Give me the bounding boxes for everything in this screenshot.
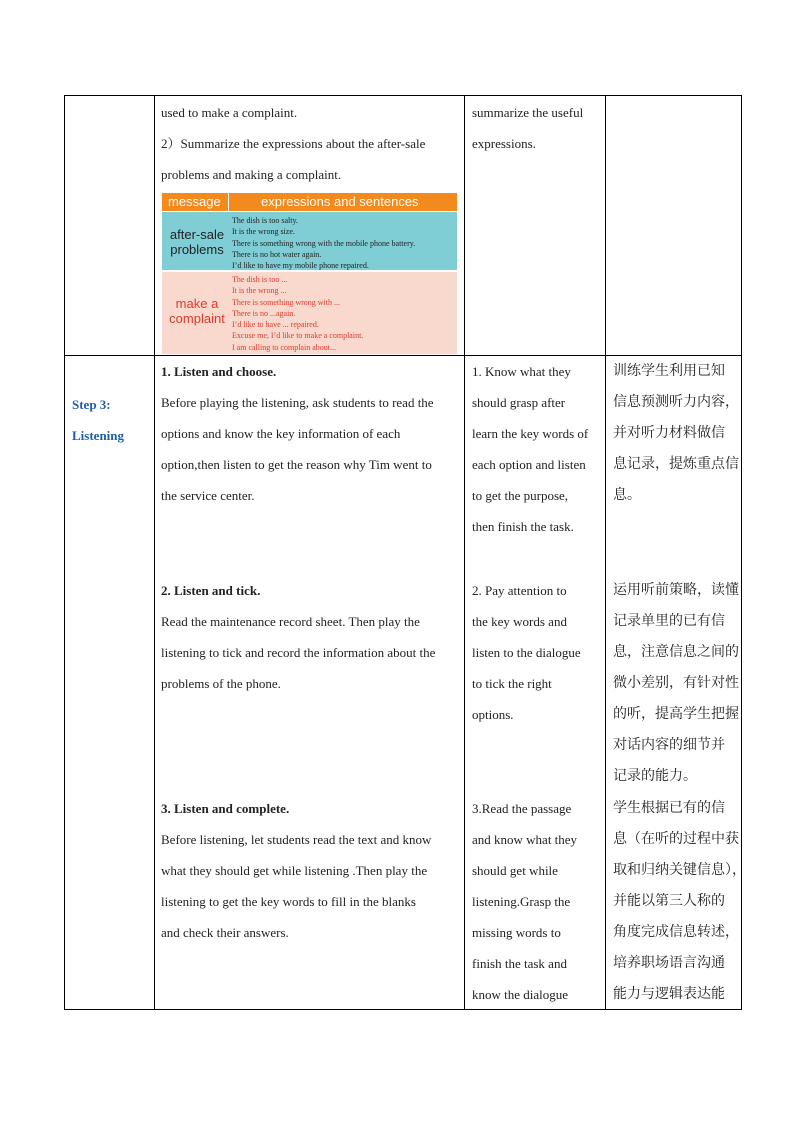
student-line: and know what they [472,832,578,847]
task-line: problems of the phone. [161,676,281,691]
task-2-teacher [161,575,435,699]
purpose-line: 记录的能力。 [613,768,697,784]
task-line: Before listening, let students read the text and know [161,832,432,847]
sentence: There is no ...again. [232,308,296,318]
step-label: Listening [72,428,125,443]
task-line: Before playing the listening, ask students to read the [161,395,434,410]
purpose-line: 培养职场语言沟通 [613,955,725,971]
task-1-student [472,356,588,542]
student-line: each option and listen [472,457,586,472]
task-line: the service center. [161,488,255,503]
sentence: I am calling to complain about... [232,342,336,352]
after-sale-label-line: problems [170,242,224,257]
task-line: what they should get while listening .Then play the [161,863,428,878]
purpose-line: 对话内容的细节并 [613,737,725,753]
complaint-label-line: make a [175,296,219,311]
student-line: to tick the right [472,676,552,691]
complaint-label-line: complaint [169,311,225,326]
column-divider [464,96,465,1009]
task-3-student [472,793,577,1010]
purpose-line: 并对听力材料做信 [613,425,725,441]
student-line: listen to the dialogue [472,645,581,660]
purpose-line: 角度完成信息转述， [613,924,739,940]
task-line: listening to tick and record the information about the [161,645,436,660]
row1-student-line: expressions. [472,136,536,151]
purpose-line: 信息预测听力内容， [613,394,739,410]
header-separator [228,193,229,211]
expressions-table-header [162,193,457,211]
student-line: finish the task and [472,956,567,971]
purpose-line: 并能以第三人称的 [613,893,725,909]
task-2-student [472,575,581,730]
purpose-line: 运用听前策略，读懂 [613,582,739,598]
task-line: Read the maintenance record sheet. Then play the [161,614,420,629]
purpose-line: 学生根据已有的信 [613,800,725,816]
sentence: Excuse me, I’d like to make a complaint. [232,331,364,341]
column-divider [605,96,606,1009]
student-line: then finish the task. [472,519,574,534]
sentence: I’d like to have my mobile phone repaired. [232,261,369,271]
sentence: The dish is too salty. [232,216,298,225]
purpose-line: 能力与逻辑表达能 [613,986,725,1002]
purpose-line: 训练学生利用已知 [613,363,725,379]
column-divider [154,96,155,1009]
student-line: 1. Know what they [472,364,571,379]
student-line: should grasp after [472,395,566,410]
after-sale-label-line: after-sale [169,227,225,242]
student-line: 3.Read the passage [472,801,572,816]
task-line: and check their answers. [161,925,289,940]
row1-line-2: 2）Summarize the expressions about the after-sale [161,136,426,151]
student-line: should get while [472,863,558,878]
task-1-teacher [161,356,434,511]
student-line: options. [472,707,514,722]
task-line: options and know the key information of each [161,426,401,441]
expressions-table-image [162,193,457,354]
task-line: option,then listen to get the reason why Tim went to [161,457,432,472]
step-label: Step 3: [72,397,111,412]
lesson-plan-table [64,95,746,1010]
row1-student-line: summarize the useful [472,105,584,120]
student-line: missing words to [472,925,561,940]
purpose-line: 息（在听的过程中获 [613,831,739,847]
purpose-line: 的听，提高学生把握 [613,706,739,722]
complaint-sentences [232,274,363,353]
sentence: It is the wrong size. [232,227,295,237]
task-1-purpose [613,356,739,511]
task-3-teacher [161,793,431,948]
task-title: 2. Listen and tick. [161,583,261,598]
student-line: know the dialogue [472,987,569,1002]
purpose-line: 息记录，提炼重点信 [613,456,739,472]
after-sale-sentences [232,215,415,271]
sentence: It is the wrong ... [232,286,287,296]
after-sale-label [164,227,230,257]
complaint-row [162,272,457,354]
student-line: listening.Grasp the [472,894,571,909]
task-line: listening to get the key words to fill in the blanks [161,894,416,909]
header-expressions: expressions and sentences [261,194,419,209]
sentence: I’d like to have ... repaired. [232,320,319,330]
row1-line-1: used to make a complaint. [161,105,298,120]
purpose-line: 息，注意信息之间的 [613,644,739,660]
student-line: learn the key words of [472,426,589,441]
task-3-purpose [613,793,746,1010]
task-2-purpose [613,575,739,792]
row1-line-3: problems and making a complaint. [161,167,342,182]
header-message: message [168,194,221,209]
student-line: 2. Pay attention to [472,583,567,598]
purpose-line: 取和归纳关键信息）， [613,862,746,878]
sentence: There is something wrong with the mobile phone battery. [232,238,416,248]
purpose-line: 微小差别，有针对性 [613,675,739,691]
task-title: 3. Listen and complete. [161,801,290,816]
sentence: The dish is too ... [232,275,288,284]
task-title: 1. Listen and choose. [161,364,277,379]
after-sale-row [162,212,457,270]
complaint-label [164,296,230,326]
student-line: to get the purpose, [472,488,569,503]
purpose-line: 记录单里的已有信 [613,613,725,629]
purpose-line: 息。 [613,487,641,503]
student-line: the key words and [472,614,567,629]
sentence: There is something wrong with ... [232,297,340,307]
sentence: There is no hot water again. [232,249,322,259]
